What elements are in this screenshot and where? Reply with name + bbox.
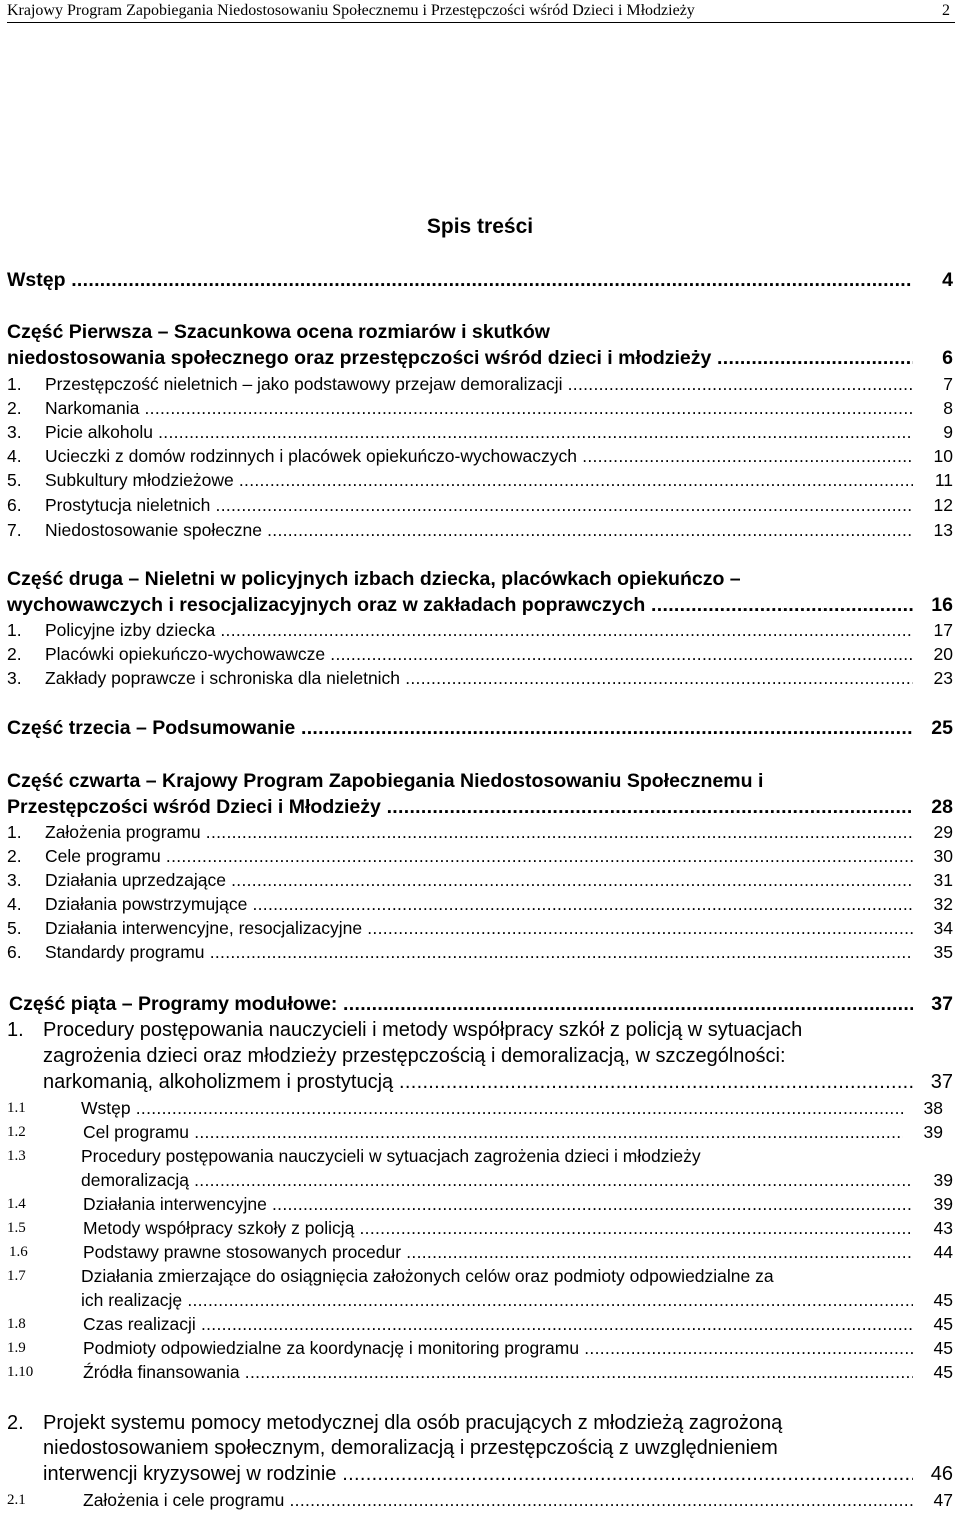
toc-entry-page: 39 xyxy=(928,1168,953,1192)
toc-entry-number: 1.6 xyxy=(9,1244,28,1260)
toc-entry-label: Działania interwencyjne ..... xyxy=(83,1192,913,1216)
toc-entry-number: 3. xyxy=(7,870,22,890)
toc-entry-page: 13 xyxy=(928,518,953,542)
toc-entry[interactable] xyxy=(7,940,953,964)
toc-entry-page: 45 xyxy=(928,1288,953,1312)
toc-entry-label: Procedury postępowania nauczycieli i metody współpracy szkół z policją w sytuacjach xyxy=(43,1019,803,1041)
toc-entry-label: Zakłady poprawcze i schroniska dla nieletnich ..... xyxy=(45,666,913,690)
toc-entry-label: Cel programu ..... xyxy=(83,1120,903,1144)
toc-part-heading: Część trzecia – Podsumowanie ..... xyxy=(7,715,913,741)
toc-entry-number: 2. xyxy=(7,398,22,418)
toc-part-heading: niedostosowania społecznego oraz przestępczości wśród dzieci i młodzieży ..... xyxy=(7,345,913,371)
toc-part1-line2[interactable] xyxy=(7,345,953,371)
toc-entry-number: 1.8 xyxy=(7,1316,26,1332)
toc-entry[interactable] xyxy=(7,642,953,666)
toc-entry-page: 16 xyxy=(925,592,953,618)
toc-entry[interactable] xyxy=(7,868,953,892)
toc-entry-label: Działania zmierzające do osiągnięcia założonych celów oraz podmioty odpowiedzialne za xyxy=(81,1266,774,1286)
toc-subentry[interactable] xyxy=(7,1120,953,1144)
toc-entry[interactable] xyxy=(7,844,953,868)
toc-entry-label: Przestępczość nieletnich – jako podstawowy przejaw demoralizacji ..... xyxy=(45,372,913,396)
toc-entry-number: 5. xyxy=(7,918,22,938)
toc-entry-number: 4. xyxy=(7,446,22,466)
toc-entry-page: 8 xyxy=(937,396,953,420)
toc-entry-label: Procedury postępowania nauczycieli w sytuacjach zagrożenia dzieci i młodzieży xyxy=(81,1146,701,1166)
toc-subentry[interactable] xyxy=(7,1488,953,1512)
toc-section2-line3[interactable] xyxy=(7,1462,953,1486)
toc-entry-page: 45 xyxy=(928,1312,953,1336)
toc-entry-page: 38 xyxy=(918,1096,943,1120)
toc-entry-label: zagrożenia dzieci oraz młodzieży przestępczością i demoralizacją, w szczególności: xyxy=(43,1045,786,1067)
running-header xyxy=(7,0,955,23)
toc-part-heading: wychowawczych i resocjalizacyjnych oraz w zakładach poprawczych ..... xyxy=(7,592,913,618)
toc-subentry[interactable] xyxy=(7,1264,953,1288)
toc-subentry[interactable] xyxy=(7,1216,953,1240)
toc-entry-label: Wstęp ..... xyxy=(81,1096,903,1120)
toc-entry-label: Czas realizacji ..... xyxy=(83,1312,913,1336)
toc-entry[interactable] xyxy=(7,396,953,420)
toc-entry-number: 5. xyxy=(7,470,22,490)
toc-entry-number: 3. xyxy=(7,422,22,442)
toc-entry-number: 1. xyxy=(7,1019,24,1041)
toc-entry[interactable] xyxy=(7,468,953,492)
toc-title: Spis treści xyxy=(426,215,534,238)
toc-entry-page: 4 xyxy=(936,267,953,293)
toc-entry-label: niedostosowaniem społecznym, demoralizacją i przestępczością z uwzględnieniem xyxy=(43,1437,778,1459)
toc-part2-line1[interactable] xyxy=(7,566,953,592)
toc-part-heading: Część czwarta – Krajowy Program Zapobiegania Niedostosowaniu Społecznemu i xyxy=(7,770,764,792)
toc-entry-number: 1.4 xyxy=(7,1196,26,1212)
toc-entry-number: 2. xyxy=(7,1412,24,1434)
toc-entry-number: 1.2 xyxy=(7,1124,26,1140)
toc-entry-number: 1.9 xyxy=(7,1340,26,1356)
toc-part-heading: Część druga – Nieletni w policyjnych izbach dziecka, placówkach opiekuńczo – xyxy=(7,568,741,590)
toc-entry-label: Projekt systemu pomocy metodycznej dla osób pracujących z młodzieżą zagrożoną xyxy=(43,1412,783,1434)
toc-entry[interactable] xyxy=(7,916,953,940)
toc-entry-number: 1. xyxy=(7,374,22,394)
toc-entry-label: Wstęp ..... xyxy=(7,267,913,293)
toc-entry-page: 28 xyxy=(925,794,953,820)
toc-entry-page: 37 xyxy=(925,1070,953,1094)
toc-subentry[interactable] xyxy=(7,1360,953,1384)
toc-entry-label: Subkultury młodzieżowe ..... xyxy=(45,468,913,492)
toc-subentry-cont[interactable] xyxy=(7,1168,953,1192)
toc-entry-page: 32 xyxy=(928,892,953,916)
toc-entry-number: 7. xyxy=(7,520,22,540)
toc-entry-label: Źródła finansowania ..... xyxy=(83,1360,913,1384)
toc-entry-label: Picie alkoholu ..... xyxy=(45,420,913,444)
toc-entry-page: 39 xyxy=(928,1192,953,1216)
toc-entry-page: 12 xyxy=(928,493,953,517)
toc-entry-number: 1.1 xyxy=(7,1100,26,1116)
toc-entry-label: Założenia programu ..... xyxy=(45,820,913,844)
toc-entry-page: 11 xyxy=(929,468,953,492)
toc-entry-page: 43 xyxy=(928,1216,953,1240)
toc-entry[interactable] xyxy=(7,820,953,844)
toc-entry-page: 9 xyxy=(937,420,953,444)
toc-entry-page: 7 xyxy=(937,372,953,396)
toc-part4-line1[interactable] xyxy=(7,768,953,794)
toc-entry-page: 10 xyxy=(928,444,953,468)
toc-section2-line2[interactable] xyxy=(7,1436,953,1460)
toc-entry-label: ich realizację ..... xyxy=(81,1288,913,1312)
toc-entry-label: Działania interwencyjne, resocjalizacyjne ..... xyxy=(45,916,913,940)
toc-section1-line1[interactable] xyxy=(7,1018,953,1042)
toc-entry-page: 20 xyxy=(928,642,953,666)
toc-entry-page: 35 xyxy=(928,940,953,964)
toc-part1-line1[interactable] xyxy=(7,319,953,345)
toc-entry-page: 47 xyxy=(928,1488,953,1512)
toc-section1-line2[interactable] xyxy=(7,1044,953,1068)
toc-entry-page: 34 xyxy=(928,916,953,940)
toc-entry-number: 6. xyxy=(7,942,22,962)
toc-part-heading: Przestępczości wśród Dzieci i Młodzieży ..... xyxy=(7,794,913,820)
toc-entry[interactable] xyxy=(7,493,953,517)
toc-entry[interactable] xyxy=(7,518,953,542)
toc-entry-page: 37 xyxy=(925,991,953,1017)
toc-part3[interactable] xyxy=(7,715,953,741)
toc-entry-label: Policyjne izby dziecka ..... xyxy=(45,618,913,642)
toc-entry-number: 1.5 xyxy=(7,1220,26,1236)
toc-entry-page: 29 xyxy=(928,820,953,844)
toc-entry[interactable] xyxy=(7,444,953,468)
toc-entry-number: 1. xyxy=(7,620,22,640)
toc-entry[interactable] xyxy=(7,372,953,396)
toc-entry-number: 2.1 xyxy=(7,1492,26,1508)
toc-entry-page: 17 xyxy=(928,618,953,642)
toc-section2-line1[interactable] xyxy=(7,1411,953,1435)
toc-entry-label: Ucieczki z domów rodzinnych i placówek opiekuńczo-wychowaczych ..... xyxy=(45,444,913,468)
toc-subentry[interactable] xyxy=(7,1144,953,1168)
toc-entry-number: 2. xyxy=(7,846,22,866)
toc-entry-label: Działania uprzedzające ..... xyxy=(45,868,913,892)
toc-part4-line2[interactable] xyxy=(7,794,953,820)
toc-entry[interactable] xyxy=(7,892,953,916)
header-page-number: 2 xyxy=(942,2,950,19)
toc-entry-number: 1.10 xyxy=(7,1364,34,1380)
toc-entry-wstep[interactable] xyxy=(7,267,953,293)
toc-entry-page: 6 xyxy=(936,345,953,371)
toc-subentry-cont[interactable] xyxy=(7,1288,953,1312)
toc-entry-page: 39 xyxy=(918,1120,943,1144)
toc-entry-page: 45 xyxy=(928,1336,953,1360)
toc-entry-label: Cele programu ..... xyxy=(45,844,913,868)
toc-subentry[interactable] xyxy=(7,1192,953,1216)
toc-subentry[interactable] xyxy=(7,1240,953,1264)
toc-part-heading: Część piąta – Programy modułowe: ..... xyxy=(9,991,913,1017)
toc-entry-number: 1.7 xyxy=(7,1268,26,1284)
toc-entry-number: 1. xyxy=(7,822,22,842)
toc-entry[interactable] xyxy=(7,618,953,642)
toc-entry-number: 2. xyxy=(7,644,22,664)
toc-entry[interactable] xyxy=(7,420,953,444)
toc-subentry[interactable] xyxy=(7,1096,953,1120)
toc-subentry[interactable] xyxy=(7,1336,953,1360)
toc-entry-number: 4. xyxy=(7,894,22,914)
toc-part2-line2[interactable] xyxy=(7,592,953,618)
toc-entry-label: interwencji kryzysowej w rodzinie ..... xyxy=(43,1462,913,1486)
toc-entry-label: Placówki opiekuńczo-wychowawcze ..... xyxy=(45,642,913,666)
toc-part5[interactable] xyxy=(7,991,953,1017)
toc-entry-label: Prostytucja nieletnich ..... xyxy=(45,493,913,517)
toc-entry-label: Metody współpracy szkoły z policją ..... xyxy=(83,1216,913,1240)
toc-entry-label: Działania powstrzymujące ..... xyxy=(45,892,913,916)
toc-part-heading: Część Pierwsza – Szacunkowa ocena rozmiarów i skutków xyxy=(7,321,550,343)
toc-entry-label: Narkomania ..... xyxy=(45,396,913,420)
toc-subentry[interactable] xyxy=(7,1312,953,1336)
toc-entry-page: 23 xyxy=(928,666,953,690)
toc-entry-page: 31 xyxy=(928,868,953,892)
toc-entry-number: 1.3 xyxy=(7,1148,26,1164)
toc-entry-number: 6. xyxy=(7,495,22,515)
toc-entry-label: Podmioty odpowiedzialne za koordynację i monitoring programu ..... xyxy=(83,1336,913,1360)
toc-entry-page: 46 xyxy=(925,1462,953,1486)
toc-entry-page: 44 xyxy=(928,1240,953,1264)
toc-entry-page: 30 xyxy=(928,844,953,868)
toc-section1-line3[interactable] xyxy=(7,1070,953,1094)
toc-entry-label: demoralizacją ..... xyxy=(81,1168,913,1192)
header-title: Krajowy Program Zapobiegania Niedostosowaniu Społecznemu i Przestępczości wśród Dzieci i Młodzieży xyxy=(7,2,695,19)
toc-entry-label: Niedostosowanie społeczne ..... xyxy=(45,518,913,542)
toc-entry-label: narkomanią, alkoholizmem i prostytucją ..... xyxy=(43,1070,913,1094)
toc-entry-label: Założenia i cele programu ..... xyxy=(83,1488,913,1512)
toc-entry-label: Standardy programu ..... xyxy=(45,940,913,964)
toc-entry[interactable] xyxy=(7,666,953,690)
toc-entry-page: 25 xyxy=(925,715,953,741)
toc-entry-number: 3. xyxy=(7,668,22,688)
toc-entry-page: 45 xyxy=(928,1360,953,1384)
toc-entry-label: Podstawy prawne stosowanych procedur ..... xyxy=(83,1240,913,1264)
